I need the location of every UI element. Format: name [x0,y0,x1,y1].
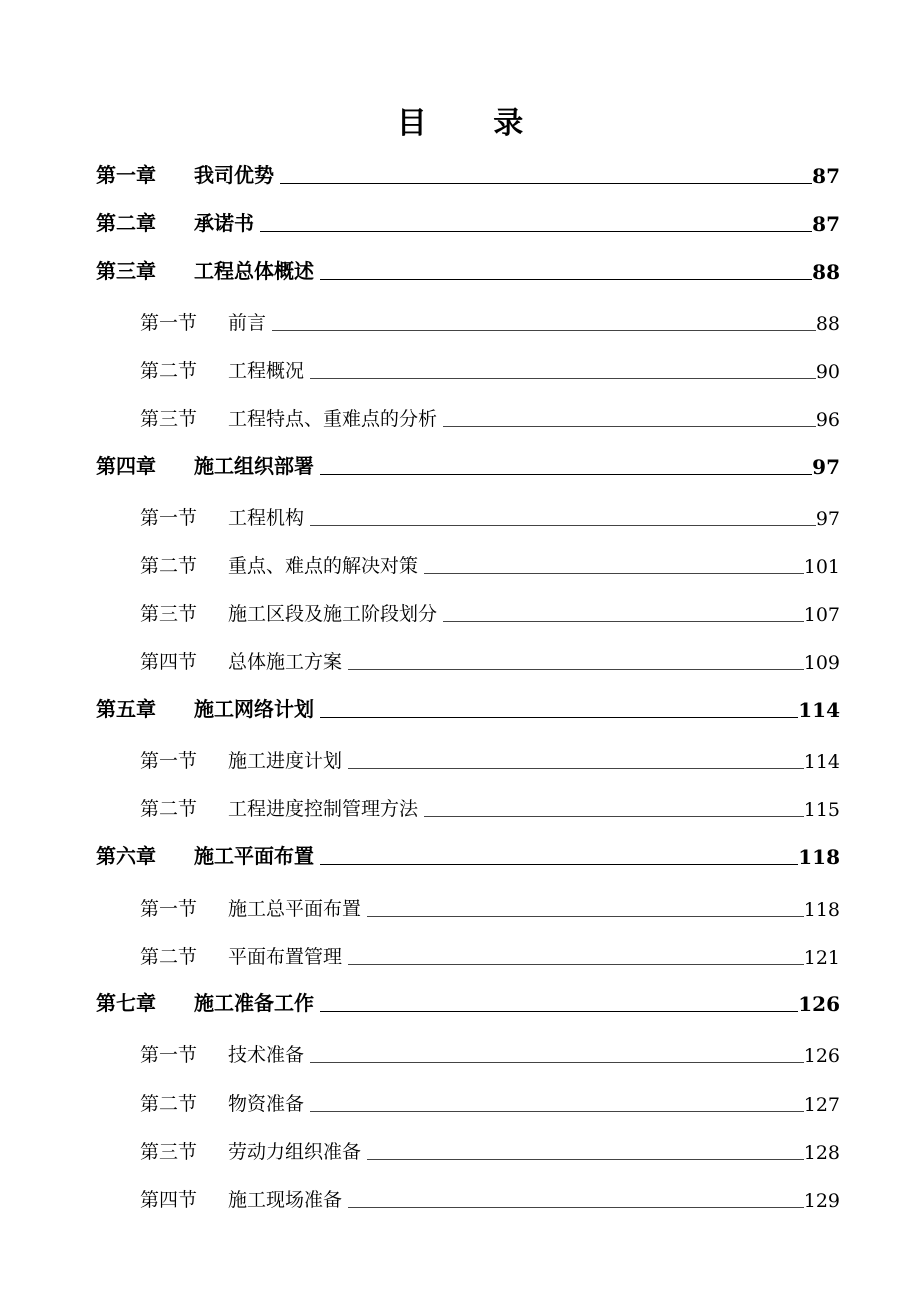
toc-section-entry[interactable] [0,1136,840,1164]
entry-title: 工程进度控制管理方法 [228,798,419,820]
entry-page-number: 129 [803,1190,840,1212]
entry-page-number: 126 [803,1045,840,1067]
entry-title: 劳动力组织准备 [228,1141,362,1163]
entry-number: 第二节 [140,1093,198,1115]
entry-leader-line [310,1111,804,1112]
entry-number: 第一章 [96,163,156,187]
toc-chapter-entry[interactable] [0,451,840,479]
entry-leader-line [310,525,816,526]
entry-leader-line [443,621,804,622]
entry-number: 第六章 [96,844,156,868]
entry-page-number: 96 [815,409,840,431]
entry-number: 第四章 [96,454,156,478]
entry-page-number: 97 [812,455,840,479]
toc-chapter-entry[interactable] [0,694,840,722]
entry-page-number: 101 [803,556,840,578]
entry-leader-line [320,717,798,718]
toc-section-entry[interactable] [0,646,840,674]
entry-page-number: 118 [798,845,840,869]
entry-number: 第二节 [140,555,198,577]
entry-number: 第二章 [96,211,156,235]
entry-leader-line [367,916,804,917]
entry-title: 前言 [228,312,267,334]
entry-page-number: 88 [815,313,840,335]
entry-title: 施工组织部署 [194,454,314,478]
entry-number: 第三章 [96,259,156,283]
entry-leader-line [348,964,804,965]
entry-leader-line [320,279,812,280]
toc-section-entry[interactable] [0,355,840,383]
entry-leader-line [320,864,798,865]
entry-title: 平面布置管理 [228,946,343,968]
entry-leader-line [348,1207,804,1208]
entry-page-number: 118 [803,899,840,921]
entry-title: 工程特点、重难点的分析 [228,408,438,430]
toc-section-entry[interactable] [0,793,840,821]
entry-page-number: 115 [803,799,840,821]
entry-title: 我司优势 [194,163,274,187]
toc-title: 目 录 [396,106,552,141]
entry-page-number: 127 [803,1094,840,1116]
entry-title: 施工网络计划 [194,697,314,721]
entry-number: 第一节 [140,507,198,529]
entry-title: 施工进度计划 [228,750,343,772]
toc-chapter-entry[interactable] [0,208,840,236]
entry-leader-line [443,426,816,427]
toc-section-entry[interactable] [0,893,840,921]
entry-page-number: 126 [798,992,840,1016]
entry-number: 第一节 [140,750,198,772]
entry-number: 第四节 [140,651,198,673]
entry-page-number: 88 [812,260,840,284]
entry-page-number: 109 [803,652,840,674]
toc-section-entry[interactable] [0,1039,840,1067]
entry-title: 承诺书 [194,211,254,235]
entry-leader-line [310,1062,804,1063]
entry-number: 第二节 [140,946,198,968]
toc-section-entry[interactable] [0,550,840,578]
entry-leader-line [320,474,812,475]
toc-section-entry[interactable] [0,1088,840,1116]
entry-number: 第五章 [96,697,156,721]
toc-section-entry[interactable] [0,403,840,431]
entry-title: 技术准备 [228,1044,305,1066]
entry-title: 施工平面布置 [194,844,314,868]
entry-page-number: 87 [812,212,840,236]
entry-page-number: 87 [812,164,840,188]
entry-leader-line [348,768,804,769]
entry-title: 重点、难点的解决对策 [228,555,419,577]
entry-title: 施工区段及施工阶段划分 [228,603,438,625]
entry-number: 第二节 [140,798,198,820]
entry-title: 工程机构 [228,507,305,529]
entry-leader-line [424,573,804,574]
entry-title: 物资准备 [228,1093,305,1115]
entry-leader-line [424,816,804,817]
entry-number: 第七章 [96,991,156,1015]
entry-page-number: 128 [803,1142,840,1164]
toc-section-entry[interactable] [0,745,840,773]
entry-title: 工程概况 [228,360,305,382]
entry-leader-line [310,378,816,379]
entry-leader-line [348,669,804,670]
toc-section-entry[interactable] [0,502,840,530]
entry-leader-line [367,1159,804,1160]
toc-section-entry[interactable] [0,598,840,626]
toc-chapter-entry[interactable] [0,988,840,1016]
toc-section-entry[interactable] [0,941,840,969]
entry-number: 第三节 [140,1141,198,1163]
entry-title: 总体施工方案 [228,651,343,673]
entry-title: 施工现场准备 [228,1189,343,1211]
entry-title: 施工总平面布置 [228,898,362,920]
entry-number: 第一节 [140,312,198,334]
toc-chapter-entry[interactable] [0,841,840,869]
entry-page-number: 90 [815,361,840,383]
entry-number: 第三节 [140,408,198,430]
toc-section-entry[interactable] [0,1184,840,1212]
entry-number: 第四节 [140,1189,198,1211]
entry-page-number: 121 [803,947,840,969]
entry-leader-line [272,330,816,331]
entry-leader-line [320,1011,798,1012]
entry-number: 第三节 [140,603,198,625]
entry-leader-line [260,231,812,232]
toc-chapter-entry[interactable] [0,256,840,284]
toc-chapter-entry[interactable] [0,160,840,188]
entry-page-number: 114 [798,698,840,722]
entry-title: 施工准备工作 [194,991,314,1015]
entry-number: 第二节 [140,360,198,382]
entry-page-number: 114 [803,751,840,773]
entry-number: 第一节 [140,898,198,920]
entry-page-number: 107 [803,604,840,626]
toc-section-entry[interactable] [0,307,840,335]
entry-number: 第一节 [140,1044,198,1066]
entry-page-number: 97 [815,508,840,530]
entry-leader-line [280,183,812,184]
entry-title: 工程总体概述 [194,259,314,283]
